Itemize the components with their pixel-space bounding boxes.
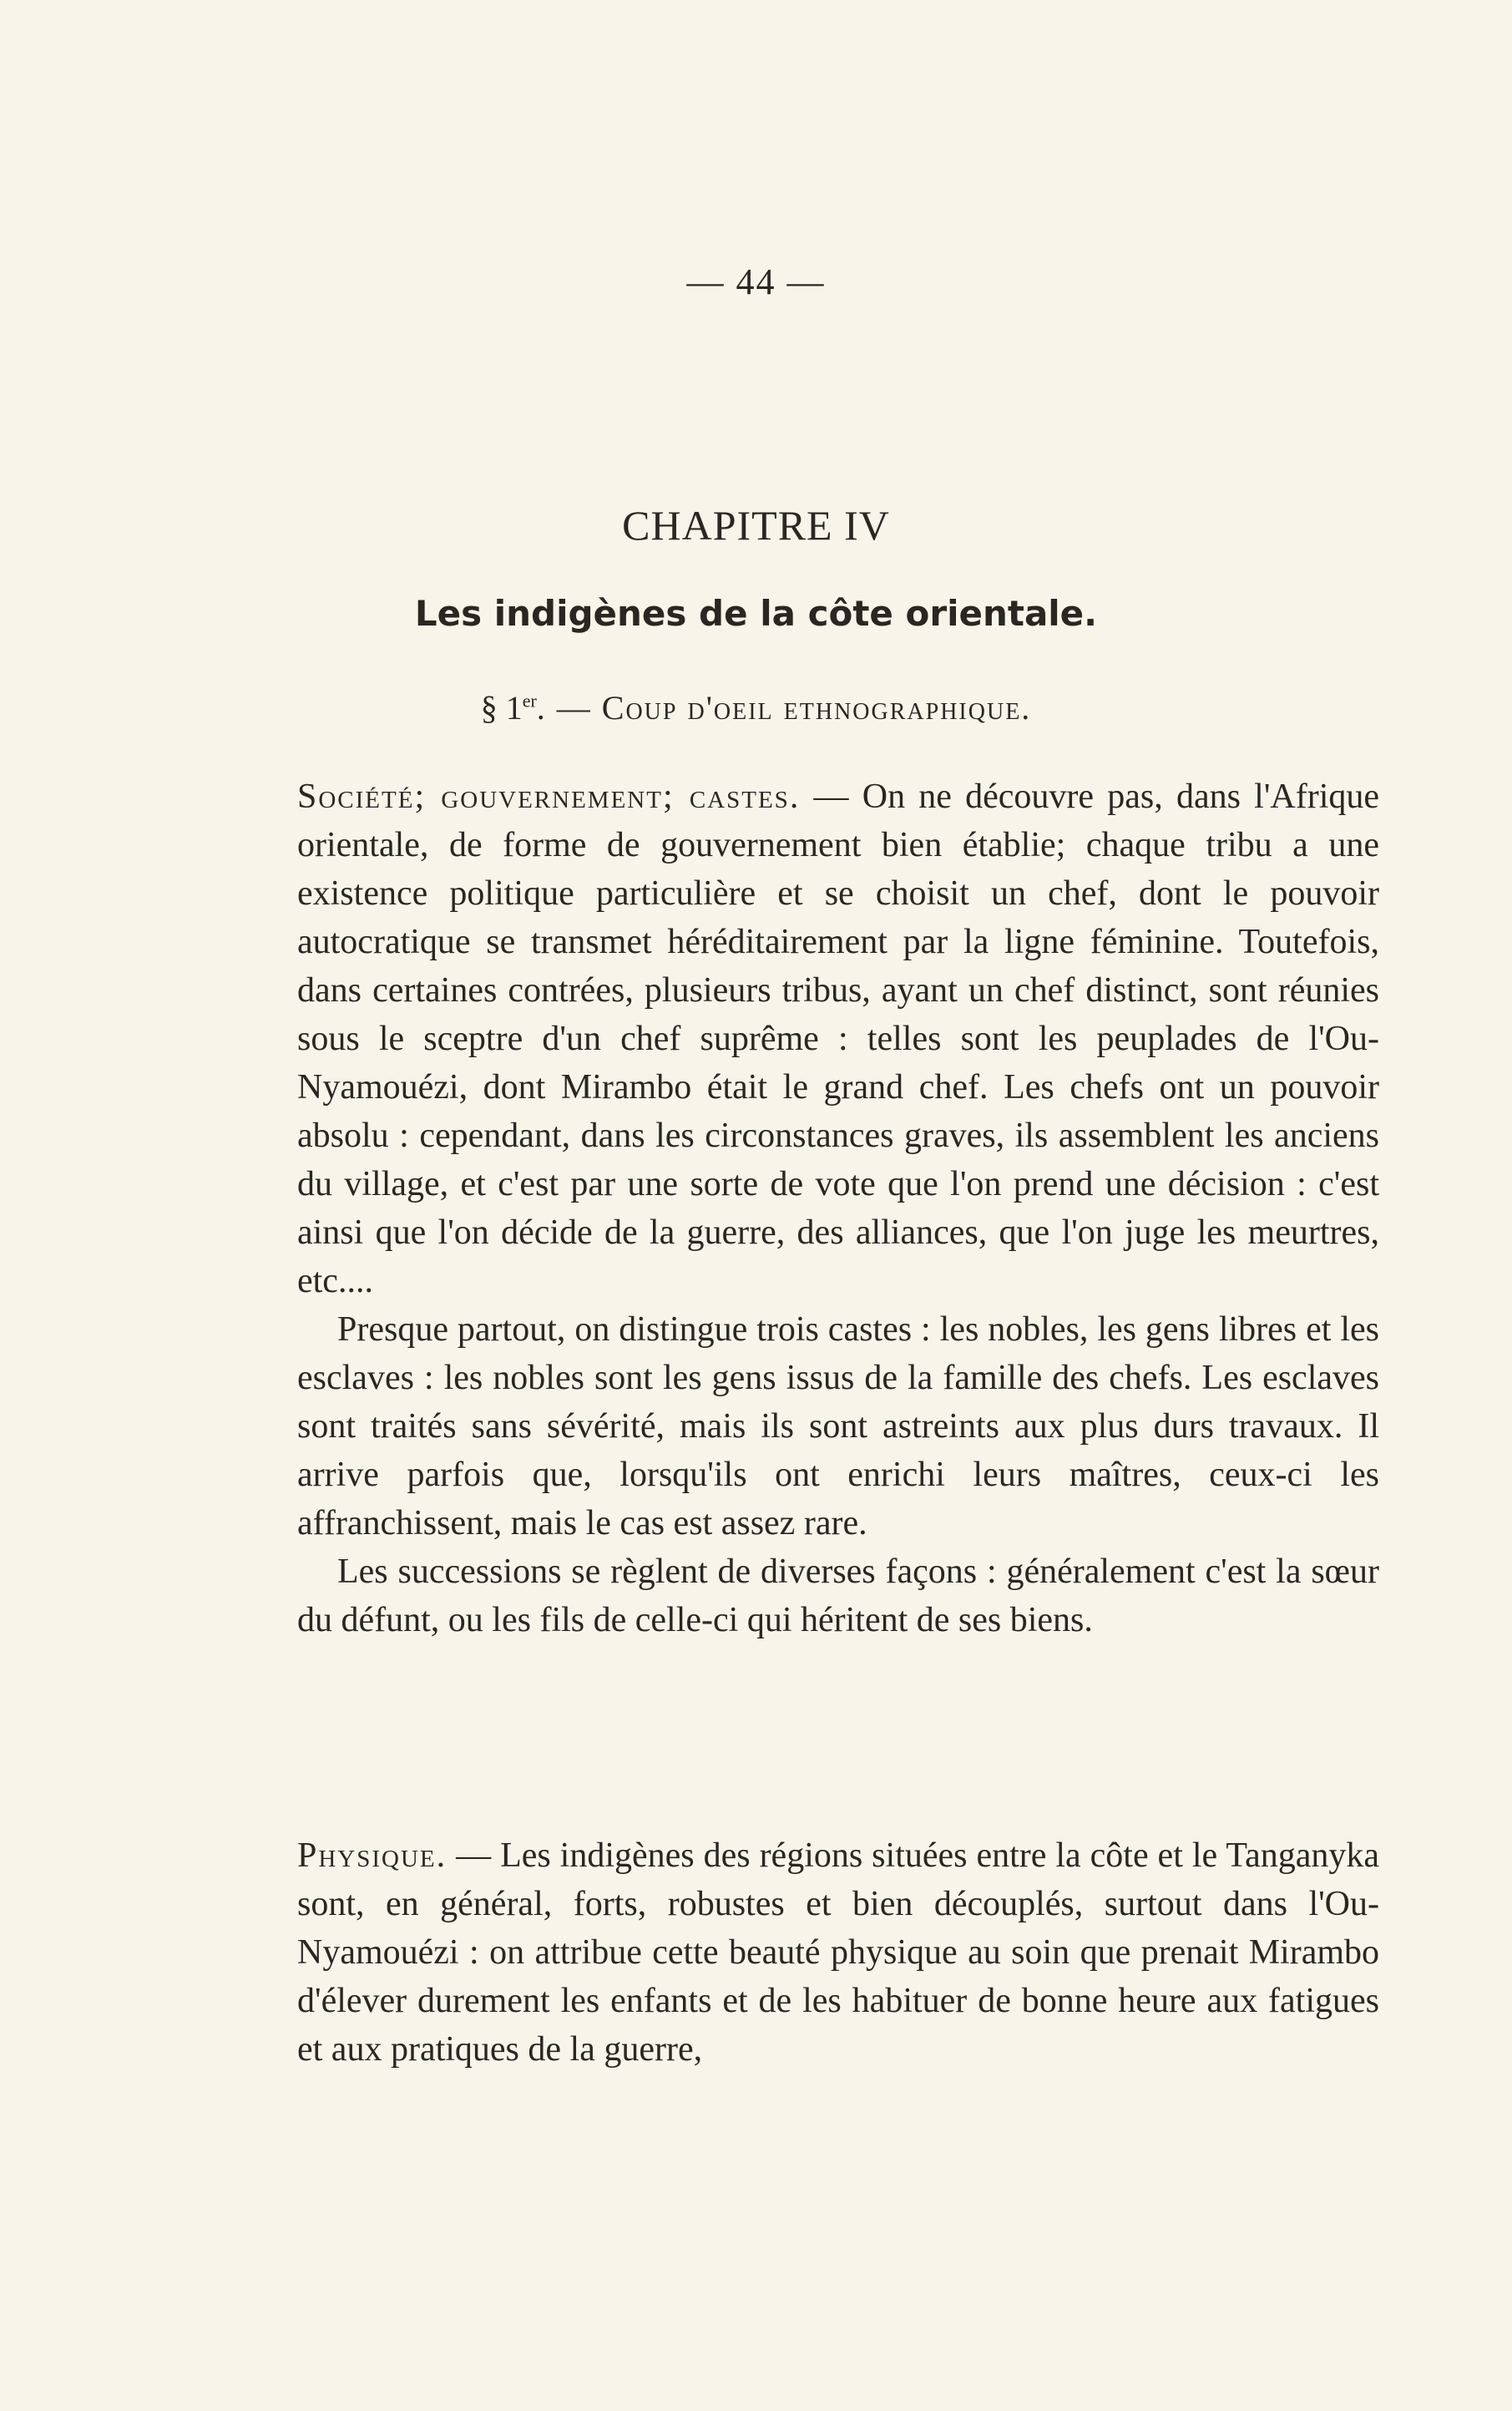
section-title: . — Coup d'oeil ethnographique. (536, 689, 1032, 727)
page-number: — 44 — (686, 261, 826, 302)
paragraph-text: On ne découvre pas, dans l'Afrique orientale, de forme de gouvernement bien établie; chaque tribu a une existence politique particulière et se choisit un chef, dont le pouvoir autocratique se transmet héréditairement par la ligne féminine. Toutefois, dans certaines contrées, plusieurs tribus, ayant un chef distinct, sont réunies sous le sceptre d'un chef suprême : telles sont les peuplades de l'Ou-Nyamouézi, dont Mirambo était le grand chef. Les chefs ont un pouvoir absolu : cependant, dans les circonstances graves, ils assemblent les anciens du village, et c'est par une sorte de vote que l'on prend une décision : c'est ainsi que l'on décide de la guerre, des alliances, que l'on juge les meurtres, etc.... (297, 777, 1379, 1300)
run-in-heading: Physique. (297, 1836, 448, 1875)
heading-dash: — (800, 777, 862, 816)
paragraph-text: Les indigènes des régions situées entre la côte et le Tanganyka sont, en général, forts, robustes et bien découplés, surtout dans l'Ou-Nyamouézi : on attribue cette beauté physique au soin que prenait Mirambo d'élever durement les enfants et de les habituer de bonne heure aux fatigues et aux pratiques de la guerre, (297, 1836, 1379, 2069)
text-block-societe (297, 772, 1379, 1644)
section-mark: § 1 (480, 689, 523, 727)
paragraph (297, 1831, 1379, 2074)
paragraph (297, 772, 1379, 1305)
run-in-heading: Société; gouvernement; castes. (297, 777, 801, 816)
heading-dash: — (447, 1836, 501, 1875)
chapter-subtitle: Les indigènes de la côte orientale. (414, 593, 1098, 634)
text-block-physique (297, 1831, 1379, 2074)
paragraph: Les successions se règlent de diverses façons : généralement c'est la sœur du défunt, ou les fils de celle-ci qui héritent de ses biens. (297, 1552, 1379, 1639)
section-superscript: er (522, 690, 537, 712)
section-heading (0, 688, 1512, 727)
chapter-title: CHAPITRE IV (622, 502, 890, 549)
paragraph: Presque partout, on distingue trois castes : les nobles, les gens libres et les esclaves : les nobles sont les gens issus de la famille des chefs. Les esclaves sont traités sans sévérité, mais ils sont astreints aux plus durs travaux. Il arrive parfois que, lorsqu'ils ont enrichi leurs maîtres, ceux-ci les affranchissent, mais le cas est assez rare. (297, 1310, 1379, 1542)
